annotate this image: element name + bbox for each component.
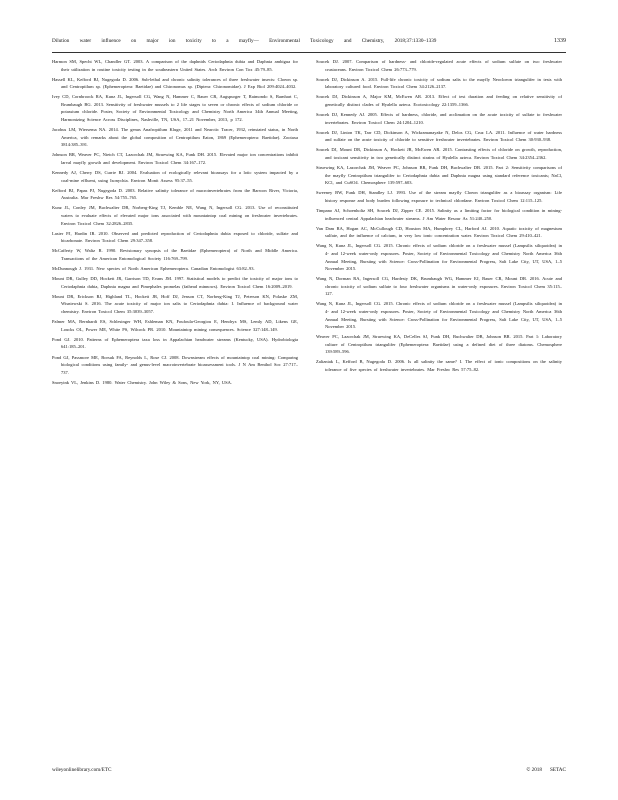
reference-entry: McDunnough J. 1931. New species of North American Ephemeroptera. Canadian Entomologist 63:82–93. [52, 266, 255, 272]
footer-copyright: © 2018 [526, 767, 542, 773]
running-header-title: Dilution water influence on major ion toxicity to a mayfly— Environmental Toxicology and Chemistry, 2018;37:1330–1339 [52, 38, 437, 44]
references-right-column [316, 58, 562, 376]
footer-society: SETAC [549, 767, 566, 773]
reference-entry: Soucek DJ. 2007. Comparison of hardness- and chloride-regulated acute effects of sodium sulfate on two freshwater crustaceans. Environ Toxicol Chem 26:773–779. [316, 59, 562, 72]
running-header [52, 38, 566, 50]
reference-entry: Harmon SM, Specht WL, Chandler GT. 2003. A comparison of the daphnids Ceriodaphnia dubia and Daphnia ambigua for their utilization in routine toxicity testing in the southeastern United States. Arch Environ Con Tox 45:79–85. [52, 59, 298, 72]
reference-entry: Soucek DJ, Dickinson A. 2015. Full-life chronic toxicity of sodium salts to the mayfly Neocloeon triangulifer in tests with laboratory cultured food. Environ Toxicol Chem 34:2126–2137. [316, 76, 562, 90]
footer-journal-url[interactable]: wileyonlinelibrary.com/ETC [52, 767, 112, 773]
reference-entry: Mount DR, Erickson RJ, Highland TL, Hockett JR, Hoff DJ, Jenson CT, Norberg-King TJ, Peterson KN, Polaske ZM, Wisniewski S. 2016. The acute toxicity of major ion salts to Ceriodaphnia dubia: I. Influence of background water chemistry. Environ Toxicol Chem 35:3039–3057. [52, 293, 298, 314]
reference-entry: McCafferty W, Waltz R. 1990. Revisionary synopsis of the Baetidae (Ephemeroptera) of North and Middle America. Transactions of the American Entomological Society 116:769–799. [52, 248, 298, 261]
reference-entry: Kennedy AJ, Cherry DS, Currie RJ. 2004. Evaluation of ecologically relevant bioassays for a lotic system impacted by a coal-mine effluent, using Isonychia. Environ Monit Assess 95:37–55. [52, 170, 298, 183]
reference-entry: Weaver PC, Lazorchak JM, Struewing KA, DeCelles SJ, Funk DH, Buchwalter DB, Johnson BR. 2015. Part 1: Laboratory culture of Centroptilum triangulifer (Ephemeroptera: Baetidae) using a defined diet of three diatoms. Chemosphere 139:589–596. [316, 334, 562, 355]
reference-entry: Johnson BR, Weaver PC, Nietch CT, Lazorchak JM, Struewing KA, Funk DH. 2015. Elevated major ion concentrations inhibit larval mayfly growth and development. Environ Toxicol Chem 34:167–172. [52, 152, 298, 165]
references-left-column [52, 58, 298, 389]
reference-entry: Kefford BJ, Papas PJ, Nugegoda D. 2003. Relative salinity tolerance of macroinvertebrates from the Barwon River, Victoria, Australia. Mar Freshw Res 54:755–765. [52, 187, 298, 201]
reference-entry: Mount DR, Gulley DD, Hockett JR, Garrison TD, Evans JM. 1997. Statistical models to predict the toxicity of major ions to Ceriodaphnia dubia, Daphnia magna and Pimephales promelas (fathead minnows). Environ Toxicol Chem 16:2009–2019. [52, 276, 298, 289]
reference-entry: Wang N, Kunz JL, Ingersoll CG. 2015. Chronic effects of sodium chloride on a freshwater mussel (Lampsilis siliquoidea) in 4- and 12-week water-only exposures. Poster, Society of Environmental Toxicology and Chemistry North America 36th Annual Meeting, Bursting with Science: Cross-Pollination for Environmental Progress, Salt Lake City, UT, USA, 1–5 November 2015. [316, 243, 562, 272]
page-footer [52, 767, 566, 777]
reference-entry: Ivey CD, Cornbroock RA, Kunz JL, Ingersoll CG, Wang N, Hammer C, Bauer CR, Augspurger T, Raimondo S, Barnhart C, Brumbaugh BG. 2013. Sensitivity of freshwater mussels to 2 life stages to seven or chronic effects of sodium chloride or potassium chloride. Poster, Society of Environmental Toxicology and Chemistry North America 34th Annual Meeting, Harmonizing Science Across Disciplines, Nashville, TN, USA, 17–21 November, 2013, p 172. [52, 94, 298, 123]
reference-entry: Timpano AJ, Schoenholtz SH, Soucek DJ, Zipper CE. 2015. Salinity as a limiting factor for biological condition in mining-influenced central Appalachian headwater streams. J Am Water Resour As 51:240–250. [316, 208, 562, 221]
reference-entry: Hassell KL, Kefford BJ, Nugegoda D. 2006. Sub-lethal and chronic salinity tolerances of three freshwater insects: Cloeon sp. and Centroptilum sp. (Ephemeroptera: Baetidae) and Chironomus sp. (Diptera: Chironomidae). J Exp Biol 209:4024–4032. [52, 76, 298, 90]
reference-entry: Soucek DJ, Kennedy AJ. 2005. Effects of hardness, chloride, and acclimation on the acute toxicity of sulfate to freshwater invertebrates. Environ Toxicol Chem 24:1204–1210. [316, 112, 562, 125]
header-rule [52, 52, 566, 53]
reference-entry: Van Dam RA, Hogan AC, McCullough CD, Houston MA, Humphrey CL, Harford AJ. 2010. Aquatic toxicity of magnesium sulfate, and the influence of calcium, in very low ionic concentration water. Environ Toxicol Chem 29:410–421. [316, 225, 562, 239]
reference-entry: Zalizniak L, Kefford B, Nugegoda D. 2006. Is all salinity the same? I. The effect of ionic compositions on the salinity tolerance of five species of freshwater invertebrates. Mar Freshw Res 57:75–82. [316, 359, 562, 372]
reference-entry: Wang N, Dorman RA, Ingersoll CG, Hardesty DK, Brumbaugh WG, Hammer EJ, Bauer CR, Mount DR. 2016. Acute and chronic toxicity of sodium sulfate to four freshwater organisms in water-only exposures. Environ Toxicol Chem 35:115–127. [316, 276, 562, 297]
reference-entry: Jacobus LM, Wiersema NA. 2014. The genus Anafroptilum Kluge, 2011 and Nearctic Tracer, 1932, reinstated status, in North America, with remarks about the global composition of Centroptilum Eaton, 1869 (Ephemeroptera: Baetidae). Zootaxa 3814:385–391. [52, 127, 298, 148]
reference-entry: Soucek DJ, Dickinson A, Major KM, McEwen AR. 2013. Effect of test duration and feeding on relative sensitivity of genetically distinct clades of Hyalella azteca. Ecotoxicology 22:1359–1366. [316, 94, 562, 107]
reference-entry: Snoeyink VL, Jenkins D. 1980. Water Chemistry. John Wiley & Sons, New York, NY, USA. [52, 379, 232, 385]
reference-entry: Soucek DJ, Mount DR, Dickinson A, Hockett JR, McEwen AR. 2015. Contrasting effects of chloride on growth, reproduction, and toxicant sensitivity in two genetically distinct strains of Hyalella azteca. Environ Toxicol Chem 34:2354–2362. [316, 147, 562, 160]
reference-entry: Wang N, Kunz JL, Ingersoll CG. 2015. Chronic effects of sodium chloride on a freshwater mussel (Lampsilis siliquoidea) in 4- and 12-week water-only exposures. Poster, Society of Environmental Toxicology and Chemistry North America 36th Annual Meeting, Bursting with Science: Cross-Pollination for Environmental Progress, Salt Lake City, UT, USA, 1–5 November 2015. [316, 301, 562, 330]
reference-entry: Pond GJ, Passmore ME, Borsuk FA, Reynolds L, Rose CJ. 2008. Downstream effects of mountaintop coal mining: Comparing biological conditions using family- and genus-level macroinvertebrate bioassessment tools. J N Am Benthol Soc 27:717–737. [52, 354, 298, 375]
reference-entry: Kunz JL, Conley JM, Buchwalter DB, Norberg-King TJ, Kemble NE, Wang N, Ingersoll CG. 2013. Use of reconstituted waters to evaluate effects of elevated major ions associated with mountaintop coal mining on freshwater invertebrates. Environ Toxicol Chem 32:2826–2835. [52, 205, 298, 226]
reference-entry: Palmer MA, Bernhardt ES, Schlesinger WH, Eshleman KN, Foufoula-Georgiou E, Hendryx MS, Lemly AD, Likens GE, Loucks OL, Power ME, White PS, Wilcock PR. 2010. Mountaintop mining consequences. Science 327:148–149. [52, 319, 298, 332]
reference-entry: Pond GJ. 2010. Patterns of Ephemeroptera taxa loss in Appalachian headwater streams (Kentucky, USA). Hydrobiologia 641:185–201. [52, 336, 298, 350]
page-number: 1339 [554, 38, 566, 44]
reference-entry: Sweeney BW, Funk DH, Standley LJ. 1993. Use of the stream mayfly Cloeon triangulifer as a bioassay organism: Life history response and body burden following exposure to technical chlordane. Environ Toxicol Chem 12:115–125. [316, 190, 562, 203]
reference-entry: Struewing KA, Lazorchak JM, Weaver PC, Johnson BR, Funk DH, Buchwalter DB. 2015. Part 2: Sensitivity comparisons of the mayfly Centroptilum triangulifer to Ceriodaphnia dubia and Daphnia magna using standard reference toxicants; NaCl, KCl, and CuSO4. Chemosphere 139:597–603. [316, 165, 562, 186]
reference-entry: Soucek DJ, Linton TK, Tarr CD, Dickinson A, Wickramanayake N, Delos CG, Cruz LA. 2011. Influence of water hardness and sulfate on the acute toxicity of chloride to sensitive freshwater invertebrates. Environ Toxicol Chem 30:930–938. [316, 129, 562, 143]
footer-copyright-block [526, 767, 566, 777]
reference-entry: Lasier PJ, Hardin IR. 2010. Observed and predicted reproduction of Ceriodaphnia dubia exposed to chloride, sulfate and bicarbonate. Environ Toxicol Chem 29:347–358. [52, 230, 298, 244]
